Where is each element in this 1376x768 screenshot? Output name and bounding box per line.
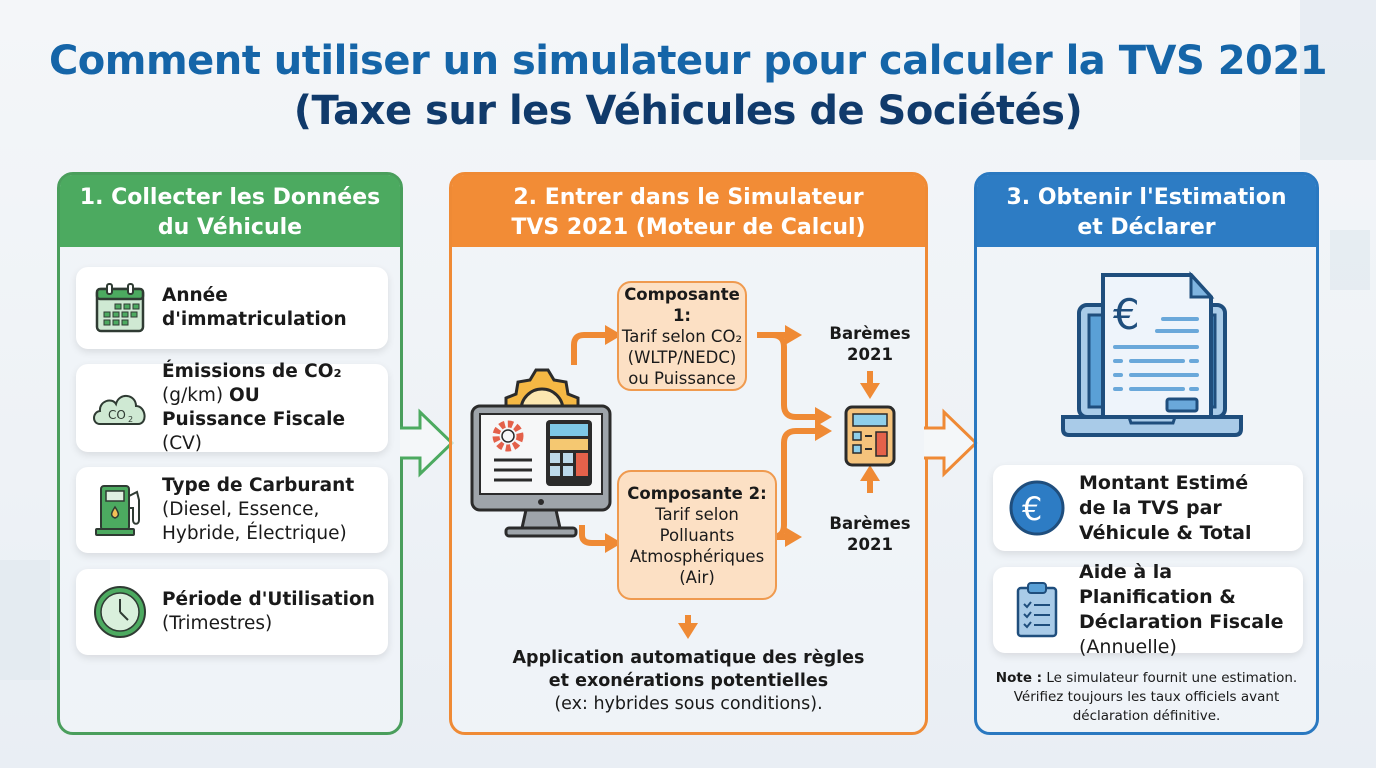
step2-heading-line1: 2. Entrer dans le Simulateur [513, 185, 864, 210]
step3-heading-line2: et Déclarer [1077, 215, 1216, 240]
bareme-bottom-label [822, 513, 918, 555]
checklist-clipboard-icon [1005, 578, 1069, 642]
card-text [162, 474, 372, 546]
step1-panel [57, 172, 403, 735]
step2-heading-line2: TVS 2021 (Moteur de Calcul) [511, 215, 866, 240]
card-label: Type de Carburant [162, 475, 355, 496]
card-label: Montant Estimé de la TVS par Véhicule & Total [1079, 471, 1252, 544]
card-detail: (Diesel, Essence, Hybride, Électrique) [162, 499, 347, 544]
component1-title: Composante 1: [624, 284, 740, 325]
clock-icon [88, 580, 152, 644]
component2-line: Atmosphériques [629, 546, 765, 566]
background-decoration [0, 560, 50, 680]
disclaimer-note [985, 669, 1308, 726]
bareme-line: 2021 [847, 535, 893, 554]
card-label: Aide à la Planification & Déclaration Fiscale [1079, 561, 1284, 633]
calculator-icon [844, 405, 896, 467]
card-tax-planning [993, 561, 1303, 658]
card-registration-year [76, 267, 388, 349]
title-line-2: (Taxe sur les Véhicules de Sociétés) [293, 88, 1083, 134]
card-text [1079, 471, 1279, 546]
background-decoration [1330, 230, 1370, 290]
bareme-line: 2021 [847, 345, 893, 364]
component2-title: Composante 2: [627, 483, 767, 503]
bareme-top-label [822, 323, 918, 365]
step3-heading-line1: 3. Obtenir l'Estimation [1006, 185, 1287, 210]
card-text [1079, 560, 1299, 660]
card-detail: (Trimestres) [162, 613, 273, 634]
bareme-line: Barèmes [829, 514, 911, 533]
card-detail: (Annuelle) [1079, 636, 1177, 658]
component2-box [617, 470, 777, 600]
laptop-invoice-icon [1059, 271, 1245, 441]
card-fuel-type [76, 467, 388, 553]
page-title [0, 36, 1376, 136]
card-label-2: Puissance Fiscale [162, 409, 346, 430]
card-label: Émissions de CO₂ [162, 361, 342, 382]
svg-text:CO: CO [108, 408, 126, 422]
step3-heading [977, 175, 1316, 247]
svg-text:2: 2 [128, 415, 134, 424]
component1-box [617, 281, 747, 391]
step1-heading-line1: 1. Collecter les Données [79, 185, 381, 210]
calendar-icon [88, 276, 152, 340]
card-text [162, 284, 388, 332]
card-text [162, 360, 388, 456]
application-line: et exonérations potentielles [548, 671, 829, 691]
component1-line: (WLTP/NEDC) [627, 347, 737, 367]
co2-cloud-icon [88, 376, 152, 440]
card-unit: (g/km) [162, 385, 230, 406]
card-usage-period [76, 569, 388, 655]
title-line-1: Comment utiliser un simulateur pour calculer la TVS 2021 [48, 38, 1328, 84]
component2-line: Polluants [659, 525, 735, 545]
note-label: Note : [995, 670, 1043, 686]
component1-line: ou Puissance [628, 368, 736, 388]
fuel-pump-icon [88, 478, 152, 542]
svg-text:€: € [1022, 490, 1043, 528]
note-text: Le simulateur fournit une estimation. Vérifiez toujours les taux officiels avant déclaration définitive. [1013, 670, 1298, 724]
auto-application-text [452, 647, 925, 716]
card-or: OU [229, 385, 260, 406]
flow-arrow-step2-to-step3 [922, 408, 982, 478]
card-co2-emissions [76, 361, 388, 454]
step2-panel [449, 172, 928, 735]
card-text [162, 588, 375, 636]
card-label: Année d'immatriculation [162, 285, 347, 330]
euro-coin-icon [1005, 476, 1069, 540]
card-unit-2: (CV) [162, 433, 203, 454]
bareme-line: Barèmes [829, 324, 911, 343]
component2-line: (Air) [679, 567, 715, 587]
card-label: Période d'Utilisation [162, 589, 375, 610]
svg-text:€: € [1113, 290, 1140, 339]
step1-heading-line2: du Véhicule [157, 215, 303, 240]
application-line: Application automatique des règles [512, 648, 865, 668]
application-line: (ex: hybrides sous conditions). [554, 694, 823, 714]
component1-line: Tarif selon CO₂ [621, 326, 743, 346]
step3-panel [974, 172, 1319, 735]
card-estimated-amount [993, 465, 1303, 551]
component2-line: Tarif selon [655, 504, 739, 524]
step1-heading [60, 175, 400, 247]
simulator-computer-icon [466, 350, 616, 546]
